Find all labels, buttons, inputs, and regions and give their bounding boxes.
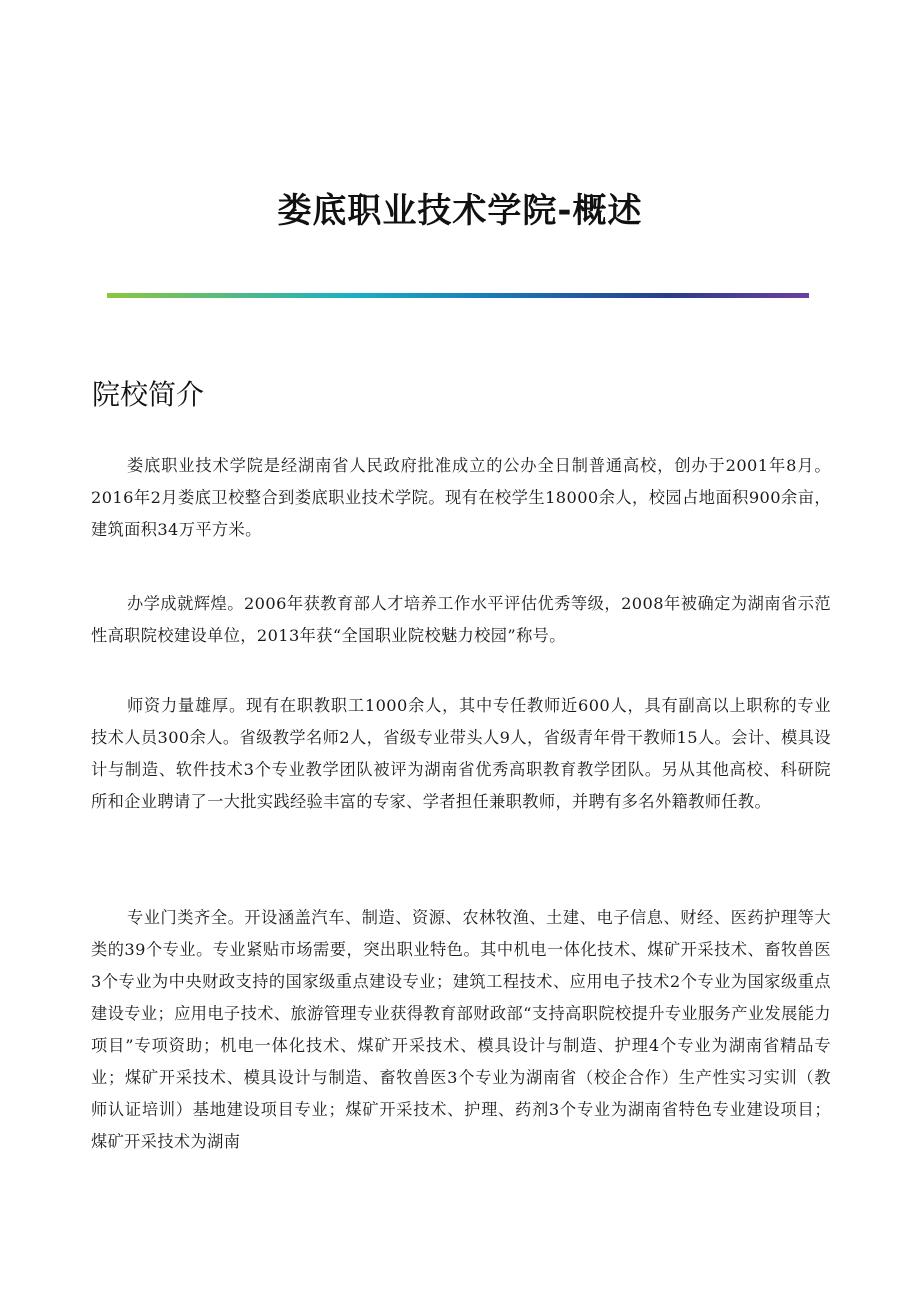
paragraph-faculty <box>91 690 831 818</box>
paragraph-text: 办学成就辉煌。2006年获教育部人才培养工作水平评估优秀等级，2008年被确定为湖南省示范性高职院校建设单位，2013年获“全国职业院校魅力校园”称号。 <box>91 594 831 645</box>
paragraph-overview <box>91 450 831 546</box>
paragraph-majors <box>91 902 831 1158</box>
paragraph-achievements <box>91 588 831 652</box>
section-heading: 院校简介 <box>92 378 205 411</box>
title-gradient-divider <box>107 293 809 298</box>
paragraph-text: 专业门类齐全。开设涵盖汽车、制造、资源、农林牧渔、土建、电子信息、财经、医药护理等大类的39个专业。专业紧贴市场需要，突出职业特色。其中机电一体化技术、煤矿开采技术、畜牧兽医3个专业为中央财政支持的国家级重点建设专业；建筑工程技术、应用电子技术2个专业为国家级重点建设专业；应用电子技术、旅游管理专业获得教育部财政部“支持高职院校提升专业服务产业发展能力项目”专项资助；机电一体化技术、煤矿开采技术、模具设计与制造、护理4个专业为湖南省精品专业；煤矿开采技术、模具设计与制造、畜牧兽医3个专业为湖南省（校企合作）生产性实习实训（教师认证培训）基地建设项目专业；煤矿开采技术、护理、药剂3个专业为湖南省特色专业建设项目；煤矿开采技术为湖南 <box>91 908 831 1151</box>
paragraph-text: 娄底职业技术学院是经湖南省人民政府批准成立的公办全日制普通高校，创办于2001年8月。2016年2月娄底卫校整合到娄底职业技术学院。现有在校学生18000余人，校园占地面积900余亩，建筑面积34万平方米。 <box>91 456 831 539</box>
paragraph-text: 师资力量雄厚。现有在职教职工1000余人，其中专任教师近600人，具有副高以上职称的专业技术人员300余人。省级教学名师2人，省级专业带头人9人，省级青年骨干教师15人。会计、模具设计与制造、软件技术3个专业教学团队被评为湖南省优秀高职教育教学团队。另从其他高校、科研院所和企业聘请了一大批实践经验丰富的专家、学者担任兼职教师，并聘有多名外籍教师任教。 <box>91 696 831 811</box>
document-title: 娄底职业技术学院-概述 <box>277 191 643 231</box>
